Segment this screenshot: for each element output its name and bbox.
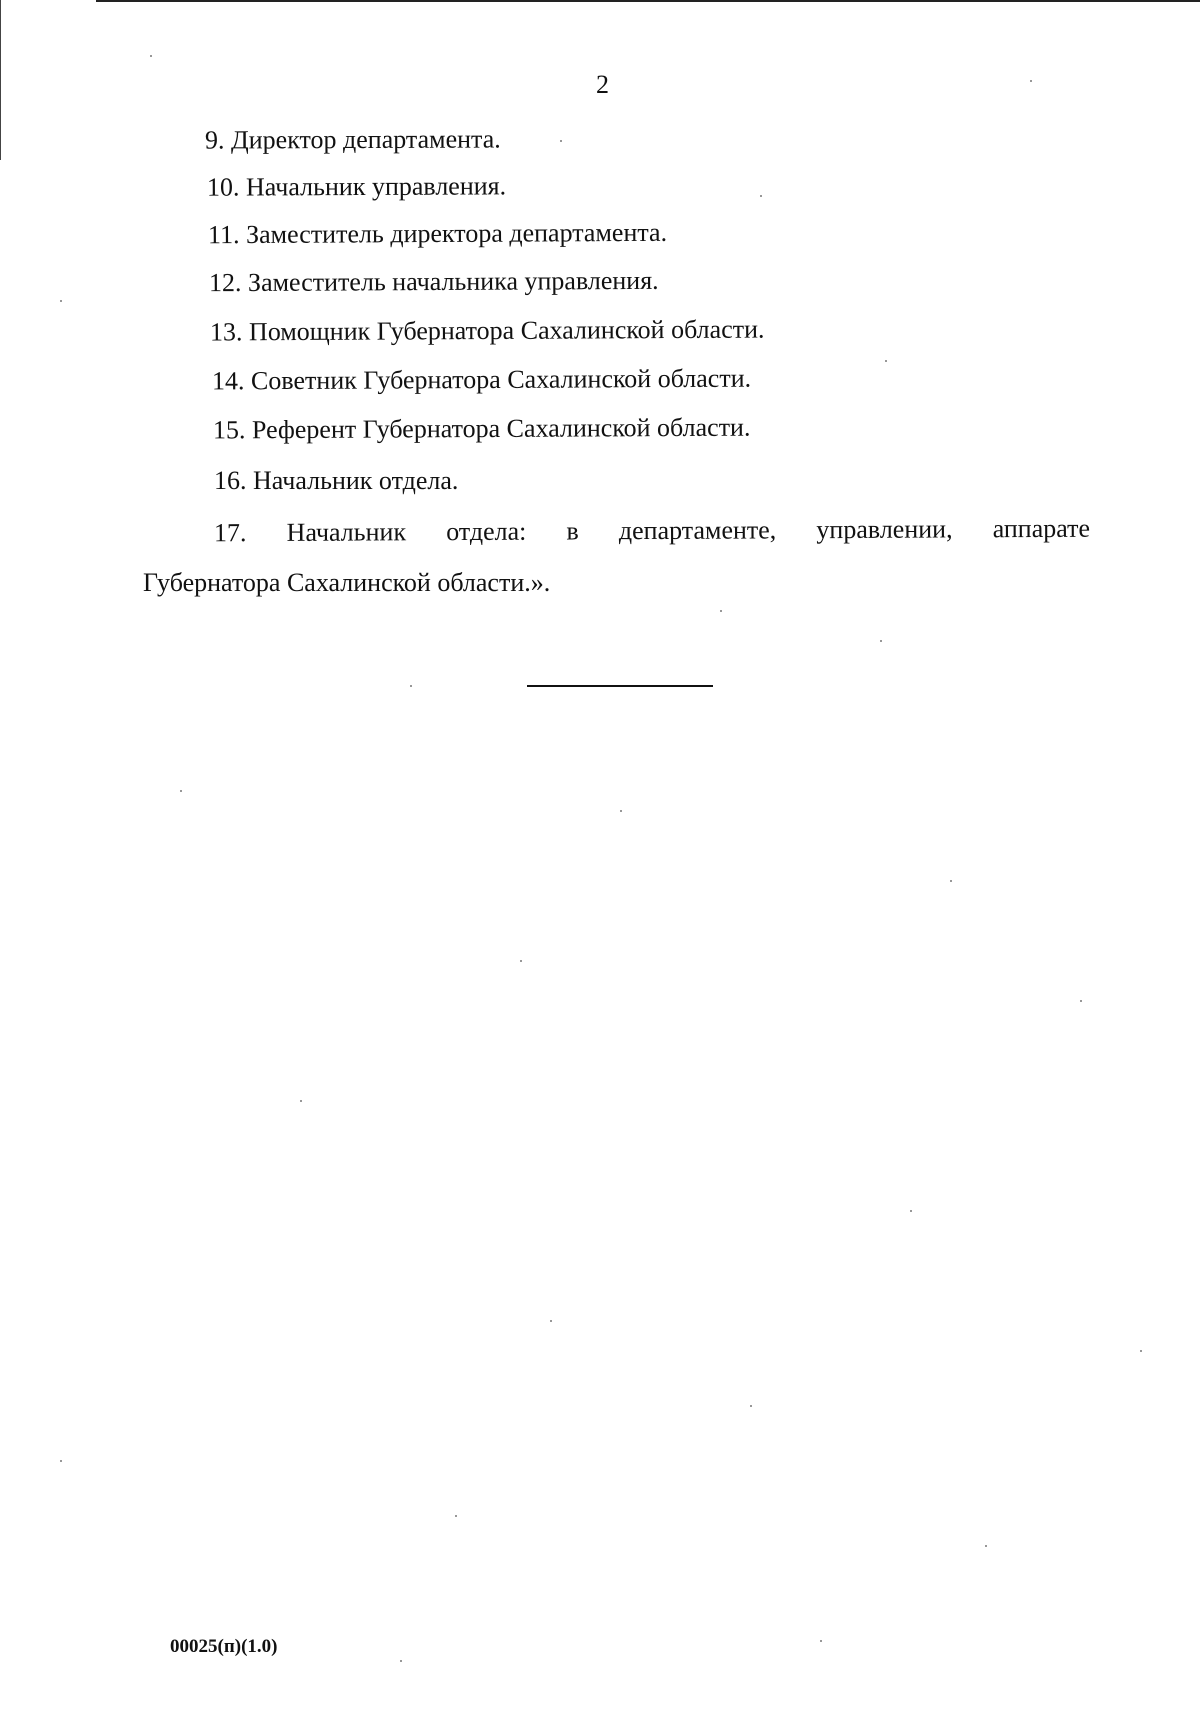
scan-speck [620, 810, 622, 812]
list-item: 9. Директор департамента. [204, 124, 501, 155]
scan-speck [950, 880, 952, 882]
footer-document-code: 00025(п)(1.0) [170, 1636, 278, 1657]
scan-speck [1140, 1350, 1142, 1352]
scan-speck [550, 1320, 552, 1322]
list-item-17-line2: Губернатора Сахалинской области.». [143, 568, 551, 597]
list-item: 12. Заместитель начальника управления. [208, 265, 659, 298]
scan-speck [300, 1100, 302, 1102]
scan-speck [400, 1660, 402, 1662]
scan-speck [1080, 1000, 1082, 1002]
scan-speck [885, 360, 887, 362]
scan-speck [750, 1405, 752, 1407]
scan-speck [520, 960, 522, 962]
scan-speck [455, 1515, 457, 1517]
list-item: 14. Советник Губернатора Сахалинской области. [211, 363, 752, 396]
page-number: 2 [596, 70, 609, 99]
list-item: 13. Помощник Губернатора Сахалинской области. [209, 314, 765, 347]
scan-speck [60, 1460, 62, 1462]
list-item: 10. Начальник управления. [206, 171, 507, 202]
list-item: 11. Заместитель директора департамента. [207, 217, 668, 250]
scan-speck [760, 195, 762, 197]
scan-left-edge [0, 0, 1, 160]
scan-speck [150, 55, 152, 57]
scan-speck [910, 1210, 912, 1212]
scan-speck [180, 790, 182, 792]
closing-rule [527, 685, 713, 687]
list-item-17-line1: 17. Начальник отдела: в департаменте, управлении, аппарате [213, 513, 1091, 548]
scan-speck [720, 610, 722, 612]
scan-speck [410, 685, 412, 687]
scan-speck [985, 1545, 987, 1547]
list-item: 15. Референт Губернатора Сахалинской области. [212, 412, 751, 445]
scan-speck [1030, 80, 1032, 82]
scan-speck [560, 140, 562, 142]
scan-speck [60, 300, 62, 302]
scan-speck [880, 640, 882, 642]
scan-speck [820, 1640, 822, 1642]
scan-top-edge [96, 0, 1200, 2]
list-item: 16. Начальник отдела. [214, 466, 459, 495]
